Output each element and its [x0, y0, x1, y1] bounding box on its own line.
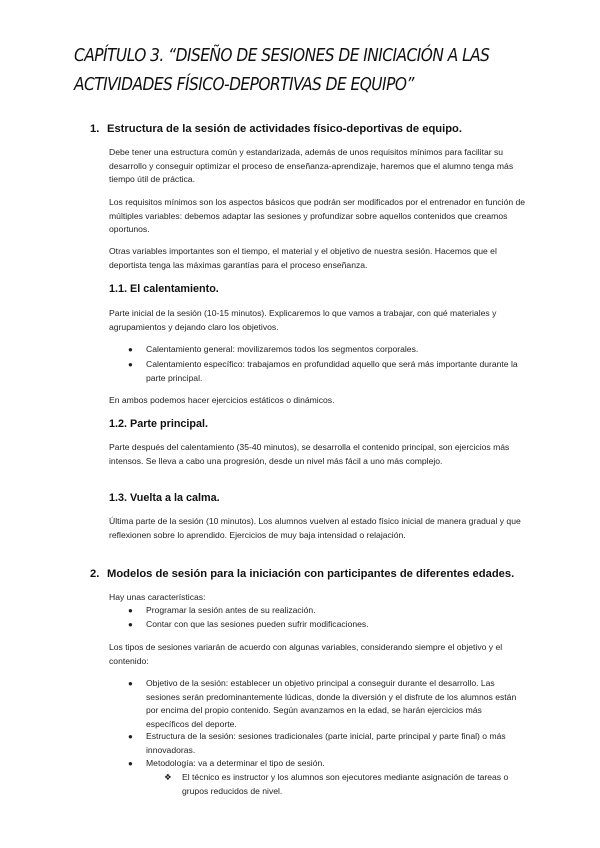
section-1-paragraph-1: Debe tener una estructura común y estandarizada, además de unos requisitos mínimos para facilitar su desarrollo y conseguir optimizar el proceso de enseñanza-aprendizaje, haremos que el alumno tenga más tiempo útil de práctica.	[109, 147, 514, 185]
bullet-text: Objetivo de la sesión: establecer un objetivo principal a conseguir durante el desarrollo. Las sesiones serán predominantemente lúdicas, donde la diversión y el disfrute de los alumnos están por encima del propio contenido. Según avanzamos en la edad, se harán ejercicios más específicos del deporte.	[146, 678, 517, 729]
subsection-1-3-paragraph-1: Última parte de la sesión (10 minutos). Los alumnos vuelven al estado físico inicial de manera gradual y que reflexionen sobre lo aprendido. Ejercicios de muy baja intensidad o relajación.	[109, 516, 521, 540]
sub-bullet-text: El técnico es instructor y los alumnos son ejecutores mediante asignación de tareas o grupos reducidos de nivel.	[182, 772, 509, 796]
bullet-icon: ●	[128, 732, 133, 741]
bullet-icon: ●	[128, 345, 133, 354]
bullet-icon: ●	[128, 679, 133, 688]
bullet-text: Metodología: va a determinar el tipo de sesión.	[146, 758, 325, 768]
bullet-icon: ●	[128, 759, 133, 768]
subsection-1-1-paragraph-2: En ambos podemos hacer ejercicios estáticos o dinámicos.	[109, 395, 335, 405]
chapter-title: CAPÍTULO 3. “DISEÑO DE SESIONES DE INICIACIÓN A LAS ACTIVIDADES FÍSICO-DEPORTIVAS DE EQUIPO”	[74, 46, 490, 95]
subsection-1-2-title: 1.2. Parte principal.	[109, 418, 209, 430]
bullet-icon: ●	[128, 606, 133, 615]
bullet-icon: ●	[128, 360, 133, 369]
subsection-1-1-paragraph-1: Parte inicial de la sesión (10-15 minutos). Explicaremos lo que vamos a trabajar, con qué materiales y agrupamientos y dejando claro los objetivos.	[109, 308, 497, 332]
bullet-text: Contar con que las sesiones pueden sufrir modificaciones.	[146, 619, 369, 629]
bullet-text: Estructura de la sesión: sesiones tradicionales (parte inicial, parte principal y parte final) o más innovadoras.	[146, 731, 506, 755]
subsection-1-3-title: 1.3. Vuelta a la calma.	[109, 492, 220, 504]
bullet-text: Calentamiento general: movilizaremos todos los segmentos corporales.	[146, 344, 419, 354]
section-2-number: 2.	[90, 568, 100, 580]
bullet-icon: ●	[128, 620, 133, 629]
section-2-paragraph-1: Los tipos de sesiones variarán de acuerdo con algunas variables, considerando siempre el objetivo y el contenido:	[109, 642, 503, 666]
section-1-number: 1.	[90, 123, 100, 135]
diamond-bullet-icon: ❖	[164, 772, 172, 782]
bullet-text: Calentamiento específico: trabajamos en profundidad aquello que será más importante durante la parte principal.	[146, 359, 518, 383]
section-2-intro: Hay unas características:	[109, 592, 206, 602]
section-1-paragraph-3: Otras variables importantes son el tiempo, el material y el objetivo de nuestra sesión. Hacemos que el deportista tenga las máximas garantías para el proceso enseñanza.	[109, 246, 497, 270]
subsection-1-1-title: 1.1. El calentamiento.	[109, 283, 219, 295]
subsection-1-2-paragraph-1: Parte después del calentamiento (35-40 minutos), se desarrolla el contenido principal, son ejercicios más intensos. Se lleva a cabo una progresión, desde un nivel más fácil a uno más complejo.	[109, 442, 510, 466]
section-1-title: Estructura de la sesión de actividades físico-deportivas de equipo.	[107, 123, 462, 135]
bullet-text: Programar la sesión antes de su realización.	[146, 605, 316, 615]
section-1-paragraph-2: Los requisitos mínimos son los aspectos básicos que podrán ser modificados por el entrenador en función de múltiples variables: debemos adaptar las sesiones y profundizar sobre aquellos contenidos que creamos oportunos.	[109, 197, 526, 235]
section-2-title: Modelos de sesión para la iniciación con participantes de diferentes edades.	[107, 568, 515, 580]
